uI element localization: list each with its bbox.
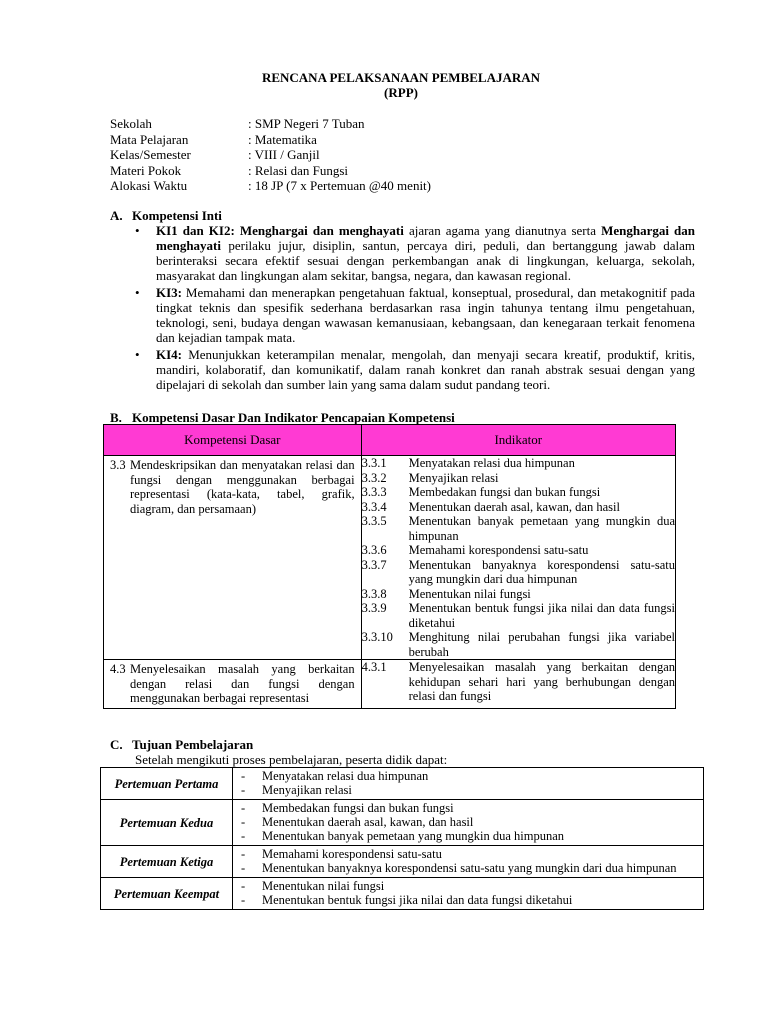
indicator-item xyxy=(362,471,675,486)
list-item xyxy=(241,769,695,783)
ki12-text1: ajaran agama yang dianutnya serta xyxy=(408,223,597,238)
indicator-number: 4.3.1 xyxy=(361,660,387,674)
section-c-intro: Setelah mengikuti proses pembelajaran, peserta didik dapat: xyxy=(135,752,448,767)
objective-text: Membedakan fungsi dan bukan fungsi xyxy=(262,801,454,815)
section-b-heading xyxy=(110,410,455,425)
objective-text: Menyatakan relasi dua himpunan xyxy=(262,769,429,783)
ki4-lead: KI4: xyxy=(156,347,182,362)
section-number: A. xyxy=(110,208,123,223)
kd-number: 3.3 xyxy=(110,458,126,472)
identity-value: : 18 JP (7 x Pertemuan @40 menit) xyxy=(248,178,431,193)
section-a-heading xyxy=(110,208,222,223)
section-title: Kompetensi Dasar Dan Indikator Pencapaian Kompetensi xyxy=(132,410,455,425)
indicator-number: 3.3.7 xyxy=(361,557,387,572)
indicator-text: Menentukan nilai fungsi xyxy=(408,586,531,601)
table-row xyxy=(101,768,704,800)
indicator-number: 3.3.1 xyxy=(361,456,387,470)
indicator-cell xyxy=(361,660,675,709)
list-item xyxy=(241,829,695,843)
document-title: RENCANA PELAKSANAAN PEMBELAJARAN xyxy=(261,70,541,85)
section-number: C. xyxy=(110,737,123,752)
objective-text: Memahami korespondensi satu-satu xyxy=(262,847,442,861)
ki4-item xyxy=(135,347,695,392)
dash-marker: - xyxy=(241,783,246,797)
column-header-kd: Kompetensi Dasar xyxy=(104,425,362,456)
indicator-item xyxy=(362,587,675,602)
meeting-objectives xyxy=(233,878,704,910)
kd-entry xyxy=(104,660,361,708)
bullet-icon: • xyxy=(135,285,140,300)
dash-marker: - xyxy=(241,815,246,829)
identity-value: : VIII / Ganjil xyxy=(248,147,320,162)
indicator-number: 3.3.6 xyxy=(361,543,387,557)
list-item xyxy=(241,847,695,861)
dash-marker: - xyxy=(241,769,246,783)
kd-number: 4.3 xyxy=(110,662,126,676)
meeting-label: Pertemuan Keempat xyxy=(101,878,233,910)
column-header-indikator: Indikator xyxy=(361,425,675,456)
list-item xyxy=(241,801,695,815)
indicator-text: Menentukan banyaknya korespondensi satu-satu yang mungkin dari dua himpunan xyxy=(408,557,675,586)
objective-text: Menentukan nilai fungsi xyxy=(262,879,385,893)
indicator-text: Menghitung nilai perubahan fungsi jika variabel berubah xyxy=(408,630,675,659)
indicator-text: Menentukan daerah asal, kawan, dan hasil xyxy=(408,499,620,514)
meeting-label: Pertemuan Pertama xyxy=(101,768,233,800)
identity-label: Materi Pokok xyxy=(110,162,182,178)
kd-cell xyxy=(104,456,362,660)
indicator-number: 3.3.3 xyxy=(361,485,387,499)
ki12-item xyxy=(135,223,695,283)
indicator-number: 3.3.4 xyxy=(361,499,387,514)
identity-row-time xyxy=(110,178,431,194)
identity-row-class xyxy=(110,147,431,163)
dash-marker: - xyxy=(241,879,246,893)
kd-text: Menyelesaikan masalah yang berkaitan dengan relasi dan fungsi dengan menggunakan berbagai representasi xyxy=(130,662,355,705)
tujuan-pembelajaran-table xyxy=(100,767,704,910)
indicator-item xyxy=(362,601,675,630)
meeting-objectives xyxy=(233,846,704,878)
identity-block xyxy=(110,116,431,194)
meeting-label: Pertemuan Ketiga xyxy=(101,846,233,878)
indicator-number: 3.3.10 xyxy=(361,630,393,644)
indicator-text: Menyajikan relasi xyxy=(408,470,499,485)
section-title: Tujuan Pembelajaran xyxy=(132,737,254,752)
table-row xyxy=(101,878,704,910)
indicator-cell xyxy=(361,456,675,660)
meeting-objectives xyxy=(233,800,704,846)
kd-text: Mendeskripsikan dan menyatakan relasi dan fungsi dengan menggunakan berbagai representasi (kata-kata, tabel, grafik, diagram, dan persamaan) xyxy=(130,458,355,516)
identity-row-school xyxy=(110,116,431,132)
meeting-label: Pertemuan Kedua xyxy=(101,800,233,846)
indicator-item xyxy=(362,558,675,587)
kompetensi-inti-list xyxy=(135,223,695,394)
indicator-item xyxy=(362,500,675,515)
ki12-bold1: Menghargai dan menghayati xyxy=(239,223,404,238)
dash-marker: - xyxy=(241,801,246,815)
kd-entry xyxy=(104,456,361,518)
indicator-number: 3.3.8 xyxy=(361,586,387,601)
indicator-number: 3.3.9 xyxy=(361,601,387,615)
kd-cell xyxy=(104,660,362,709)
document-subtitle: (RPP) xyxy=(384,85,418,100)
meeting-objectives xyxy=(233,768,704,800)
table-row xyxy=(101,800,704,846)
ki3-item xyxy=(135,285,695,345)
ki3-lead: KI3: xyxy=(156,285,182,300)
dash-marker: - xyxy=(241,847,246,861)
indicator-item xyxy=(362,630,675,659)
identity-label: Kelas/Semester xyxy=(110,147,191,162)
objective-text: Menentukan banyak pemetaan yang mungkin dua himpunan xyxy=(262,829,565,843)
section-c-heading xyxy=(110,737,253,752)
kompetensi-dasar-table xyxy=(103,424,676,709)
ki12-lead: KI1 dan KI2: xyxy=(156,223,235,238)
indicator-item xyxy=(362,514,675,543)
bullet-icon: • xyxy=(135,223,140,238)
objective-text: Menentukan daerah asal, kawan, dan hasil xyxy=(262,815,474,829)
ki12-text2: perilaku jujur, disiplin, santun, percaya diri, peduli, dan bertanggung jawab dalam berinteraksi secara efektif sesuai dengan perkembangan anak di lingkungan, keluarga, sekolah, masyarakat dan lingkungan alam sekitar, bangsa, negara, dan kawasan regional. xyxy=(156,238,696,283)
indicator-text: Menentukan bentuk fungsi jika nilai dan data fungsi diketahui xyxy=(408,601,675,630)
indicator-text: Menentukan banyak pemetaan yang mungkin dua himpunan xyxy=(408,514,675,543)
indicator-item xyxy=(362,660,675,704)
list-item xyxy=(241,861,695,875)
section-number: B. xyxy=(110,410,122,425)
ki3-text: Memahami dan menerapkan pengetahuan faktual, konseptual, prosedural, dan metakognitif pada tingkat teknis dan spesifik sederhana berdasarkan rasa ingin tahunya tentang ilmu pengetahuan, teknologi, seni, budaya dengan wawasan kemanusiaan, kebangsaan, dan kenegaraan terkait fenomena dan kejadian tampak mata. xyxy=(156,285,695,345)
table-header-row xyxy=(104,425,676,456)
objective-text: Menentukan bentuk fungsi jika nilai dan data fungsi diketahui xyxy=(262,893,573,907)
identity-value: : Relasi dan Fungsi xyxy=(248,162,349,178)
dash-marker: - xyxy=(241,829,246,843)
indicator-item xyxy=(362,456,675,471)
indicator-item xyxy=(362,485,675,500)
identity-value: : SMP Negeri 7 Tuban xyxy=(248,116,365,131)
indicator-number: 3.3.2 xyxy=(361,470,387,485)
identity-label: Alokasi Waktu xyxy=(110,178,188,193)
indicator-text: Menyatakan relasi dua himpunan xyxy=(408,456,575,470)
objective-text: Menyajikan relasi xyxy=(262,783,352,797)
section-title: Kompetensi Inti xyxy=(132,208,222,223)
list-item xyxy=(241,879,695,893)
dash-marker: - xyxy=(241,893,246,907)
indicator-text: Memahami korespondensi satu-satu xyxy=(408,543,589,557)
indicator-text: Membedakan fungsi dan bukan fungsi xyxy=(408,485,601,499)
indicator-text: Menyelesaikan masalah yang berkaitan dengan kehidupan sehari hari yang berhubungan dengan relasi dan fungsi xyxy=(408,660,675,703)
indicator-number: 3.3.5 xyxy=(361,514,387,528)
table-row xyxy=(104,660,676,709)
identity-label: Sekolah xyxy=(110,116,152,131)
list-item xyxy=(241,783,695,797)
ki12-bold2: Menghargai dan menghayati xyxy=(156,223,696,253)
dash-marker: - xyxy=(241,861,246,875)
identity-value: : Matematika xyxy=(248,131,317,147)
identity-label: Mata Pelajaran xyxy=(110,131,189,147)
identity-row-topic xyxy=(110,163,431,179)
indicator-item xyxy=(362,543,675,558)
objective-text: Menentukan banyaknya korespondensi satu-satu yang mungkin dari dua himpunan xyxy=(262,861,677,875)
identity-row-subject xyxy=(110,132,431,148)
table-row xyxy=(104,456,676,660)
ki4-text: Menunjukkan keterampilan menalar, mengolah, dan menyaji secara kreatif, produktif, kritis, mandiri, kolaboratif, dan komunikatif, dalam ranah konkret dan ranah abstrak sesuai dengan yang dipelajari di sekolah dan sumber lain yang sama dalam sudut pandang teori. xyxy=(156,347,695,392)
list-item xyxy=(241,893,695,907)
table-row xyxy=(101,846,704,878)
bullet-icon: • xyxy=(135,347,140,362)
list-item xyxy=(241,815,695,829)
